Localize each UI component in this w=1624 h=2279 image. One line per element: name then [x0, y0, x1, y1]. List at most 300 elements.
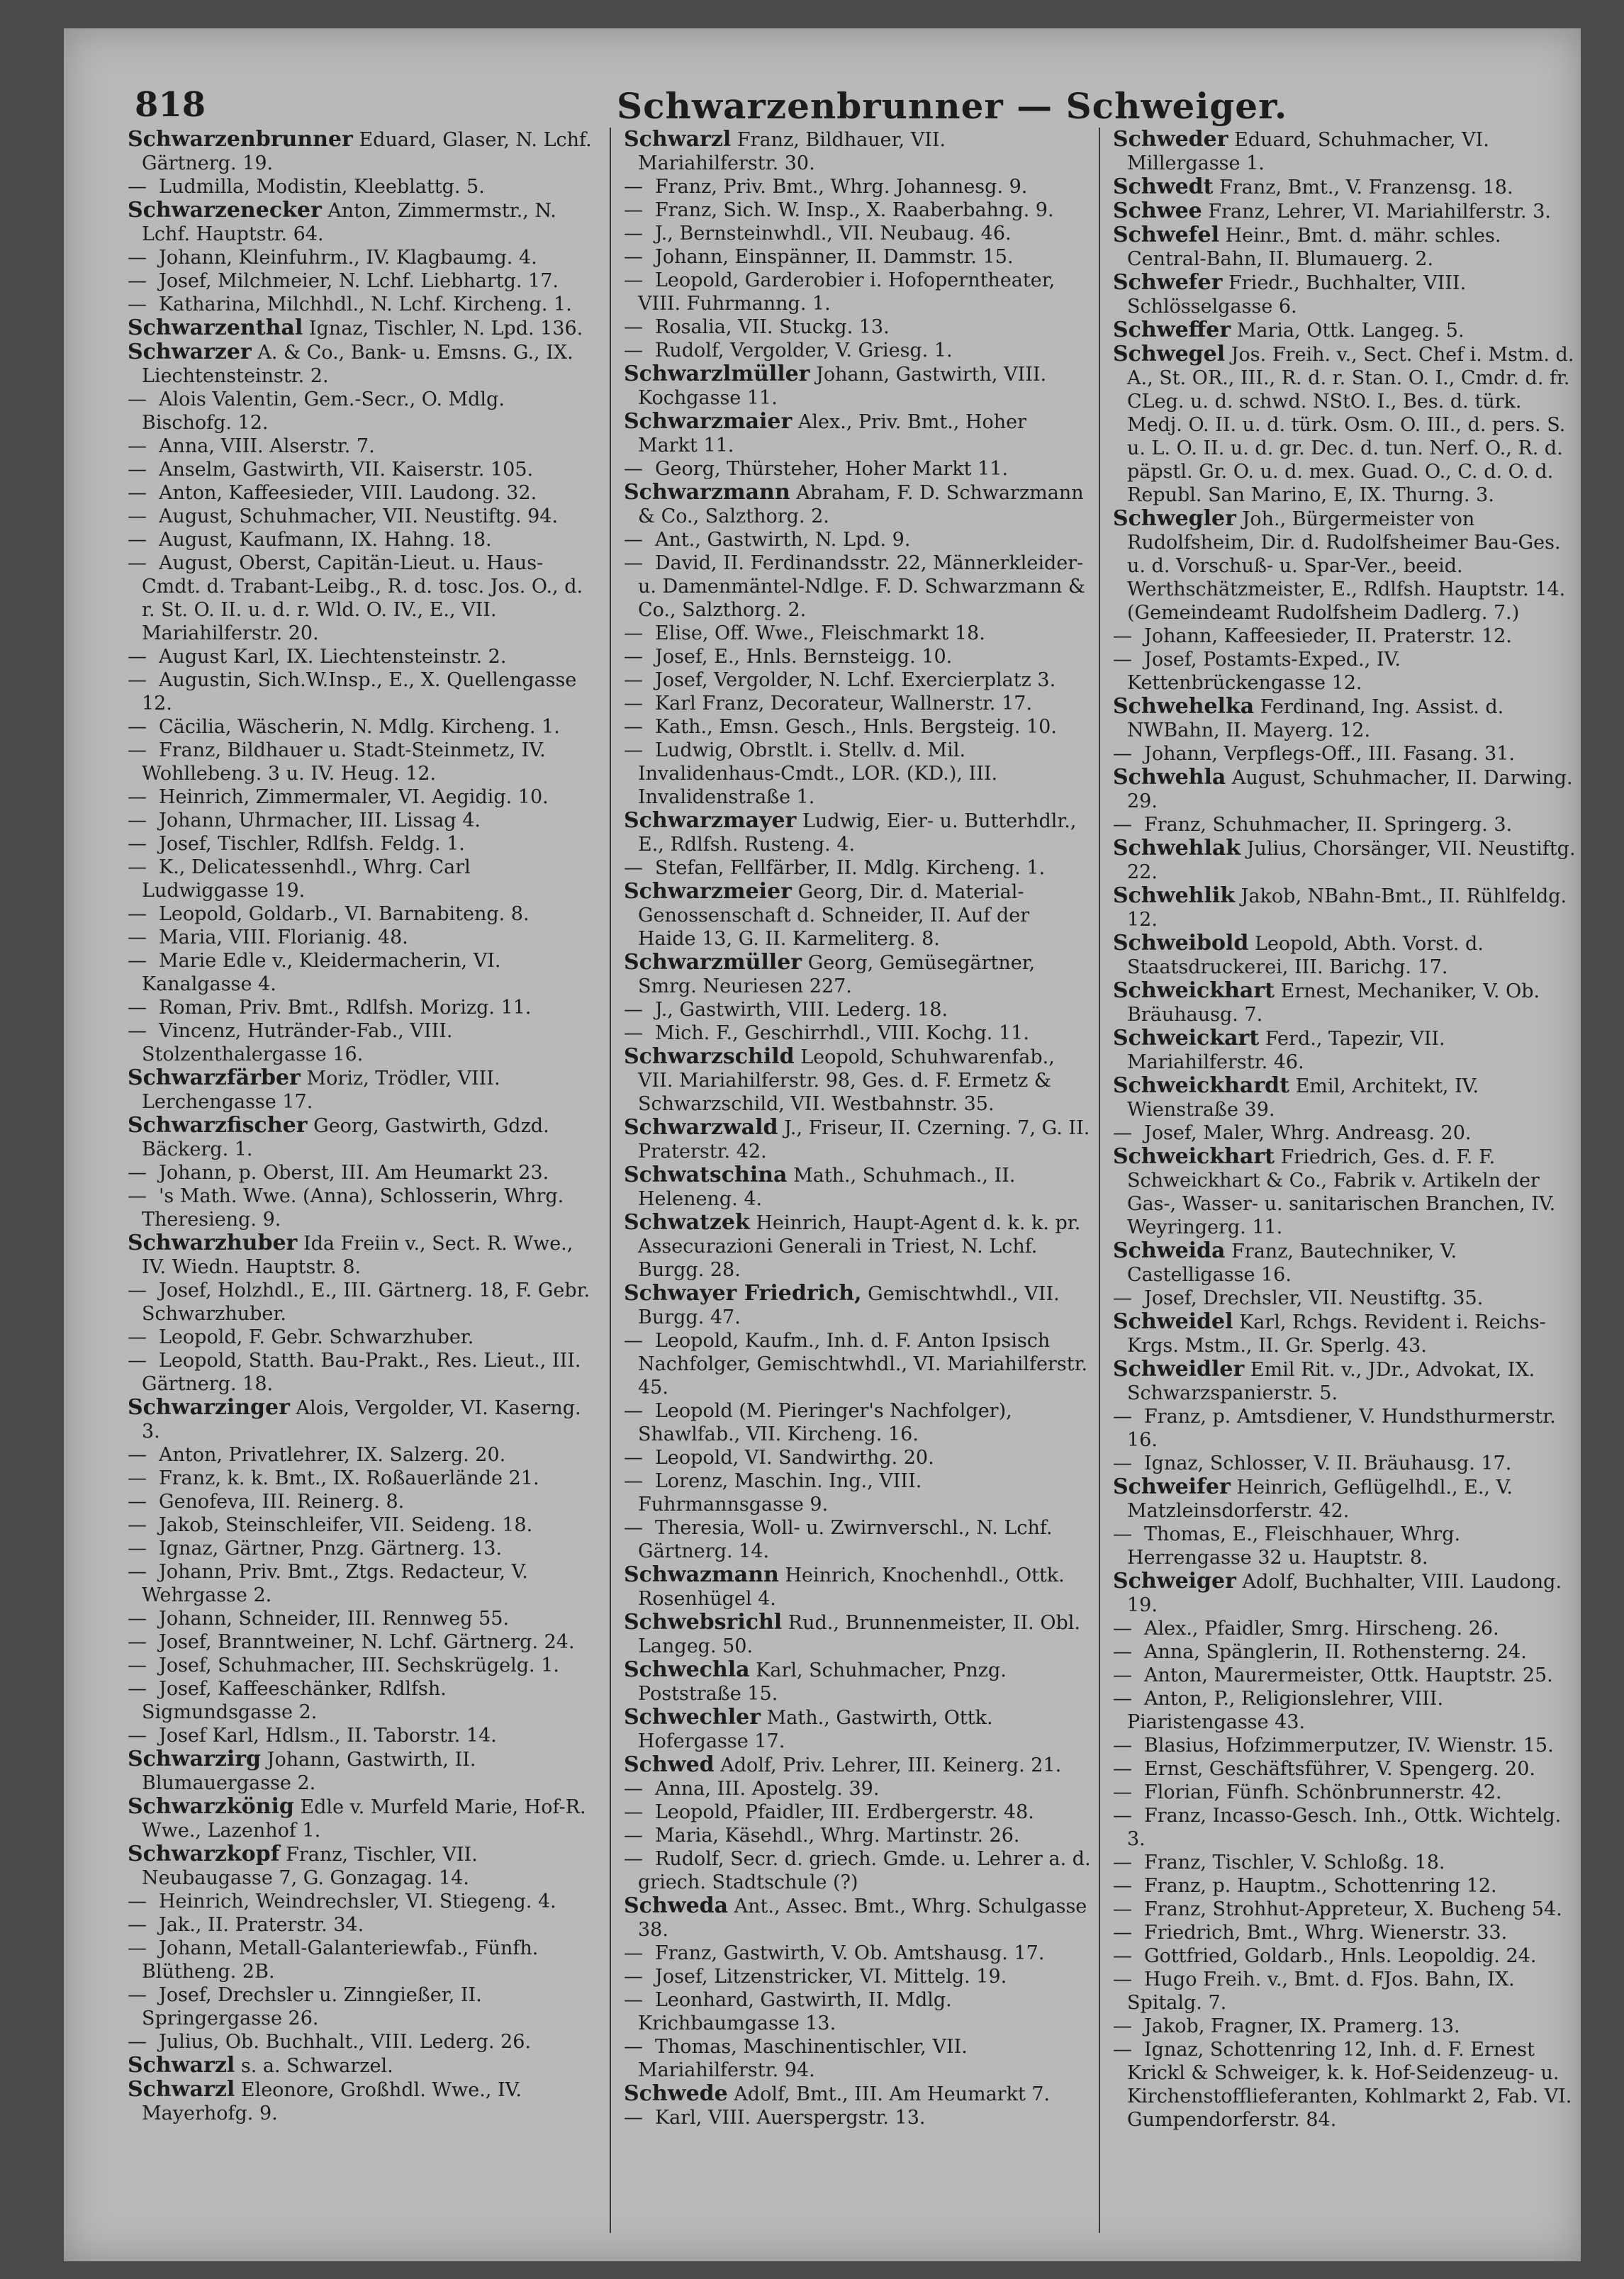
entry-surname: Schwarzmaier: [624, 409, 793, 434]
entry-surname: Schwarzkopf: [128, 1842, 280, 1866]
directory-entry: [624, 1045, 1092, 1116]
directory-entry: [1113, 1074, 1581, 1121]
directory-entry: [1113, 1640, 1581, 1664]
repeat-dash: —: [1113, 1406, 1132, 1428]
entry-details: Ant., Assec. Bmt., Whrg. Schulgasse 38.: [638, 1896, 1087, 1941]
repeat-dash: —: [624, 1400, 643, 1422]
directory-entry: [128, 949, 595, 996]
entry-details: Kath., Emsn. Gesch., Hnls. Bergsteig. 10.: [655, 716, 1057, 738]
entry-details: Ida Freiin v., Sect. R. Wwe., IV. Wiedn. Hauptstr. 8.: [142, 1233, 573, 1278]
entry-surname: Schweibold: [1113, 931, 1249, 956]
entry-details: Math., Gastwirth, Ottk. Hofergasse 17.: [638, 1707, 993, 1752]
entry-details: Johann, Gastwirth, VIII. Kochgasse 11.: [638, 364, 1047, 409]
repeat-dash: —: [128, 2031, 147, 2053]
entry-details: Franz, Priv. Bmt., Whrg. Johannesg. 9.: [655, 176, 1028, 198]
entry-details: August Karl, IX. Liechtensteinstr. 2.: [159, 646, 507, 668]
directory-entry: [128, 926, 595, 949]
entry-details: Leopold, Abth. Vorst. d. Staatsdruckerei, III. Barichg. 17.: [1127, 933, 1484, 978]
directory-entry: [1113, 648, 1581, 695]
entry-surname: Schwefer: [1113, 270, 1223, 295]
entry-details: Jakob, NBahn-Bmt., II. Rühlfeldg. 12.: [1127, 885, 1567, 931]
entry-details: Jos. Freih. v., Sect. Chef i. Mstm. d. A., St. OR., III., R. d. r. Stan. O. I., Cmdr. d. fr. CLeg. u. d. schwd. NStO. I., Bes. d. türk. Medj. O. II. u. d. türk. Osm. O. III., d. pers. S. u. L. O. II. u. d. gr. Dec. d. tun. Nerf. O., R. d. päpstl. Gr. O. u. d. mex. Guad. O., C. d. O. d. Republ. San Marino, E, IX. Thurng. 3.: [1127, 344, 1574, 506]
directory-entry: [1113, 813, 1581, 836]
entry-surname: Schwehelka: [1113, 694, 1255, 719]
entry-details: Josef, Schuhmacher, III. Sechskrügelg. 1.: [159, 1654, 559, 1676]
entry-details: Franz, Tischler, VII. Neubaugasse 7, G. Gonzagag. 14.: [142, 1844, 478, 1889]
entry-details: Josef, Litzenstricker, VI. Mittelg. 19.: [655, 1966, 1007, 1988]
repeat-dash: —: [128, 1538, 147, 1560]
entry-surname: Schweffer: [1113, 318, 1231, 342]
directory-entry: [1113, 1569, 1581, 1617]
entry-details: Rud., Brunnenmeister, II. Obl. Langeg. 50.: [638, 1612, 1080, 1657]
entry-details: Franz, Gastwirth, V. Ob. Amtshausg. 17.: [655, 1942, 1045, 1964]
entry-details: Florian, Fünfh. Schönbrunnerstr. 42.: [1144, 1781, 1502, 1803]
entry-surname: Schwarzmeier: [624, 879, 792, 904]
entry-details: Jakob, Steinschleifer, VII. Seideng. 18.: [159, 1514, 533, 1536]
repeat-dash: —: [128, 505, 147, 527]
entry-details: Ant., Gastwirth, N. Lpd. 9.: [655, 529, 911, 551]
entry-details: Leopold, Statth. Bau-Prakt., Res. Lieut., III. Gärtnerg. 18.: [142, 1350, 581, 1395]
entry-surname: Schwarzenthal: [128, 315, 303, 340]
directory-entry: [1113, 507, 1581, 625]
entry-surname: Schwee: [1113, 198, 1202, 223]
entry-details: Vincenz, Hutränder-Fab., VIII. Stolzenthalergasse 16.: [142, 1020, 453, 1065]
repeat-dash: —: [128, 810, 147, 831]
directory-entry: [1113, 1357, 1581, 1405]
entry-details: Franz, Bmt., V. Franzensg. 18.: [1219, 177, 1513, 198]
entry-surname: Schwazmann: [624, 1562, 779, 1587]
entry-details: Karl, VIII. Auerspergstr. 13.: [655, 2107, 926, 2129]
entry-details: Johann, Uhrmacher, III. Lissag 4.: [159, 810, 481, 831]
entry-surname: Schwarzenecker: [128, 198, 322, 223]
entry-details: Maria, Käsehdl., Whrg. Martinstr. 26.: [655, 1825, 1020, 1847]
directory-entry: [624, 856, 1092, 880]
repeat-dash: —: [128, 1631, 147, 1653]
repeat-dash: —: [128, 552, 147, 574]
directory-entry: [624, 362, 1092, 410]
repeat-dash: —: [128, 176, 147, 198]
entry-details: Anton, Maurermeister, Ottk. Hauptstr. 25.: [1144, 1664, 1553, 1686]
repeat-dash: —: [128, 669, 147, 691]
repeat-dash: —: [624, 269, 643, 291]
entry-surname: Schwed: [624, 1752, 715, 1777]
repeat-dash: —: [128, 1891, 147, 1913]
repeat-dash: —: [128, 482, 147, 504]
entry-surname: Schwarzfischer: [128, 1113, 308, 1138]
directory-entry: [624, 481, 1092, 528]
entry-surname: Schwatschina: [624, 1163, 788, 1187]
directory-entry: [128, 269, 595, 293]
repeat-dash: —: [624, 246, 643, 268]
directory-entry: [624, 1516, 1092, 1563]
entry-details: Alex., Priv. Bmt., Hoher Markt 11.: [638, 411, 1027, 457]
directory-entry: [128, 316, 595, 340]
entry-details: Johann, Verpflegs-Off., III. Fasang. 31.: [1144, 743, 1515, 765]
entry-details: Josef Karl, Hdlsm., II. Taborstr. 14.: [159, 1725, 497, 1747]
directory-entry: [624, 668, 1092, 692]
entry-surname: Schwechler: [624, 1705, 761, 1730]
repeat-dash: —: [128, 903, 147, 925]
repeat-dash: —: [1113, 1618, 1132, 1640]
entry-surname: Schwarzirg: [128, 1747, 262, 1771]
repeat-dash: —: [128, 1608, 147, 1630]
entry-surname: Schweickart: [1113, 1026, 1260, 1051]
directory-entry: [624, 528, 1092, 551]
directory-entry: [128, 1537, 595, 1560]
directory-entry: [1113, 318, 1581, 342]
directory-entry: [624, 339, 1092, 362]
directory-entry: [1113, 1287, 1581, 1310]
directory-entry: [624, 1894, 1092, 1942]
repeat-dash: —: [624, 1022, 643, 1044]
repeat-dash: —: [624, 176, 643, 198]
directory-entry: [624, 951, 1092, 998]
entry-details: Theresia, Woll- u. Zwirnverschl., N. Lchf. Gärtnerg. 14.: [638, 1517, 1053, 1562]
entry-details: Heinrich, Haupt-Agent d. k. k. pr. Assecurazioni Generali in Triest, N. Lchf. Burgg. 28.: [638, 1212, 1081, 1281]
entry-details: Leopold (M. Pieringer's Nachfolger), Shawlfab., VII. Kircheng. 16.: [638, 1400, 1012, 1445]
repeat-dash: —: [624, 2107, 643, 2129]
repeat-dash: —: [128, 1444, 147, 1466]
repeat-dash: —: [128, 926, 147, 948]
directory-page: [64, 28, 1581, 2261]
entry-details: Alex., Pfaidler, Smrg. Hirscheng. 26.: [1144, 1618, 1499, 1640]
directory-entry: [1113, 1851, 1581, 1874]
directory-entry: [624, 245, 1092, 269]
entry-details: Josef, Drechsler u. Zinngießer, II. Springergasse 26.: [142, 1984, 482, 2029]
entry-details: Jak., II. Praterstr. 34.: [159, 1914, 364, 1936]
repeat-dash: —: [128, 833, 147, 855]
directory-entry: [624, 1706, 1092, 1753]
entry-surname: Schwehlik: [1113, 883, 1236, 908]
entry-details: Karl, Schuhmacher, Pnzg. Poststraße 15.: [638, 1659, 1007, 1705]
directory-entry: [624, 998, 1092, 1021]
entry-details: Rudolf, Vergolder, V. Griesg. 1.: [655, 340, 953, 362]
directory-entry: [1113, 128, 1581, 175]
entry-surname: Schweickhart: [1113, 978, 1275, 1003]
directory-entry: [128, 528, 595, 551]
entry-surname: Schwayer Friedrich,: [624, 1281, 862, 1306]
directory-entry: [624, 1211, 1092, 1282]
directory-entry: [128, 1396, 595, 1443]
entry-details: Franz, Lehrer, VI. Mariahilferstr. 3.: [1208, 201, 1551, 223]
entry-details: Anselm, Gastwirth, VII. Kaiserstr. 105.: [159, 459, 534, 481]
entry-details: Leopold, Goldarb., VI. Barnabiteng. 8.: [159, 903, 530, 925]
repeat-dash: —: [624, 1825, 643, 1847]
entry-details: J., Bernsteinwhdl., VII. Neubaug. 46.: [655, 223, 1012, 245]
entry-details: Eduard, Glaser, N. Lchf. Gärtnerg. 19.: [142, 129, 592, 174]
entry-details: Rosalia, VII. Stuckg. 13.: [655, 316, 890, 338]
directory-entry: [1113, 1475, 1581, 1523]
entry-surname: Schwarzfärber: [128, 1065, 301, 1090]
directory-entry: [128, 1467, 595, 1490]
repeat-dash: —: [624, 316, 643, 338]
repeat-dash: —: [1113, 2039, 1132, 2061]
repeat-dash: —: [1113, 1641, 1132, 1663]
directory-entry: [624, 1847, 1092, 1894]
column-2: [624, 128, 1092, 2254]
entry-details: Adolf, Bmt., III. Am Heumarkt 7.: [734, 2083, 1051, 2105]
entry-details: Abraham, F. D. Schwarzmann & Co., Salzthorg. 2.: [638, 482, 1084, 527]
entry-details: Johann, p. Oberst, III. Am Heumarkt 23.: [159, 1162, 549, 1184]
directory-entry: [1113, 1921, 1581, 1944]
directory-entry: [128, 739, 595, 785]
entry-details: Roman, Priv. Bmt., Rdlfsh. Morizg. 11.: [159, 997, 532, 1019]
entry-details: Adolf, Buchhalter, VIII. Laudong. 19.: [1127, 1571, 1562, 1616]
column-divider: [1099, 128, 1100, 2233]
entry-details: Franz, Sich. W. Insp., X. Raaberbahng. 9.: [655, 199, 1054, 221]
directory-entry: [128, 832, 595, 856]
directory-entry: [624, 2106, 1092, 2129]
directory-entry: [1113, 1523, 1581, 1569]
directory-entry: [128, 1231, 595, 1279]
entry-details: Karl Franz, Decorateur, Wallnerstr. 17.: [655, 693, 1033, 715]
directory-entry: [1113, 1968, 1581, 2015]
repeat-dash: —: [128, 1020, 147, 1042]
entry-surname: Schweida: [1113, 1238, 1226, 1263]
entry-details: Franz, Bautechniker, V. Castelligasse 16.: [1127, 1241, 1457, 1286]
entry-surname: Schwarzmayer: [624, 808, 797, 833]
entry-details: Josef, E., Hnls. Bernsteigg. 10.: [655, 646, 953, 668]
repeat-dash: —: [128, 1654, 147, 1676]
repeat-dash: —: [128, 435, 147, 457]
entry-details: Eleonore, Großhdl. Wwe., IV. Mayerhofg. 9.: [142, 2079, 522, 2124]
entry-details: August, Oberst, Capitän-Lieut. u. Haus-Cmdt. d. Trabant-Leibg., R. d. tosc. Jos. O., d. r. St. O. II. u. d. r. Wld. O. IV., E., VII. Mariahilferstr. 20.: [142, 552, 583, 644]
directory-entry: [1113, 1145, 1581, 1239]
repeat-dash: —: [1113, 1688, 1132, 1710]
directory-entry: [1113, 1944, 1581, 1968]
entry-details: Josef, Kaffeeschänker, Rdlfsh. Sigmundsgasse 2.: [142, 1678, 447, 1723]
entry-details: Mich. F., Geschirrhdl., VIII. Kochg. 11.: [655, 1022, 1029, 1044]
directory-entry: [128, 1937, 595, 1983]
entry-surname: Schwebsrichl: [624, 1610, 783, 1635]
entry-details: Thomas, E., Fleischhauer, Whrg. Herrengasse 32 u. Hauptstr. 8.: [1127, 1523, 1461, 1569]
entry-details: Leopold, VI. Sandwirthg. 20.: [655, 1447, 934, 1469]
entry-details: Gemischtwhdl., VII. Burgg. 47.: [638, 1283, 1060, 1328]
directory-entry: [624, 645, 1092, 668]
directory-entry: [624, 1399, 1092, 1446]
repeat-dash: —: [128, 247, 147, 269]
directory-entry: [624, 1282, 1092, 1329]
directory-entry: [128, 293, 595, 316]
directory-entry: [128, 1654, 595, 1677]
repeat-dash: —: [624, 1801, 643, 1823]
entry-surname: Schweiger: [1113, 1569, 1236, 1594]
entry-details: Genofeva, III. Reinerg. 8.: [159, 1491, 405, 1513]
entry-details: Franz, Incasso-Gesch. Inh., Ottk. Wichtelg. 3.: [1127, 1805, 1562, 1850]
directory-entry: [128, 1513, 595, 1537]
directory-entry: [624, 1163, 1092, 1211]
entry-surname: Schweidler: [1113, 1357, 1245, 1382]
directory-entry: [1113, 1804, 1581, 1851]
repeat-dash: —: [624, 1989, 643, 2011]
entry-surname: Schwechla: [624, 1657, 750, 1682]
directory-entry: [128, 2078, 595, 2125]
repeat-dash: —: [128, 1280, 147, 1301]
entry-details: Georg, Thürsteher, Hoher Markt 11.: [655, 458, 1009, 480]
repeat-dash: —: [1113, 1758, 1132, 1780]
directory-entry: [1113, 271, 1581, 318]
repeat-dash: —: [624, 1470, 643, 1492]
repeat-dash: —: [128, 1937, 147, 1959]
directory-entry: [1113, 1121, 1581, 1145]
entry-details: Emil, Architekt, IV. Wienstraße 39.: [1127, 1075, 1479, 1121]
entry-details: Julius, Chorsänger, VII. Neustiftg. 22.: [1127, 838, 1576, 883]
repeat-dash: —: [624, 529, 643, 551]
entry-details: Katharina, Milchhdl., N. Lchf. Kircheng. 1.: [159, 293, 572, 315]
directory-entry: [128, 2054, 595, 2078]
directory-entry: [1113, 175, 1581, 199]
entry-details: Karl, Rchgs. Revident i. Reichs-Krgs. Mstm., II. Gr. Sperlg. 43.: [1127, 1311, 1546, 1357]
entry-details: Leopold, Schuhwarenfab., VII. Mariahilferstr. 98, Ges. d. F. Ermetz & Schwarzschild, VII. Westbahnstr. 35.: [638, 1046, 1055, 1115]
directory-entry: [128, 1185, 595, 1231]
repeat-dash: —: [128, 1162, 147, 1184]
entry-surname: Schwarzlmüller: [624, 362, 810, 386]
repeat-dash: —: [624, 223, 643, 245]
directory-entry: [1113, 1310, 1581, 1357]
directory-entry: [624, 198, 1092, 222]
repeat-dash: —: [1113, 743, 1132, 765]
entry-details: Joh., Bürgermeister von Rudolfsheim, Dir. d. Rudolfsheimer Bau-Ges. u. d. Vorschuß- u. Spar-Ver., beeid. Werthschätzmeister, E., Rdlfsh. Hauptstr. 14. (Gemeindeamt Rudolfsheim Dadlerg. 7.): [1127, 508, 1566, 624]
entry-details: Johann, Priv. Bmt., Ztgs. Redacteur, V. Wehrgasse 2.: [142, 1561, 528, 1606]
entry-surname: Schwarzmann: [624, 480, 790, 505]
repeat-dash: —: [1113, 1781, 1132, 1803]
repeat-dash: —: [624, 1778, 643, 1800]
entry-surname: Schwarzschild: [624, 1044, 795, 1069]
entry-details: Franz, Strohhut-Appreteur, X. Bucheng 54.: [1144, 1898, 1562, 1920]
entry-details: Anna, VIII. Alserstr. 7.: [159, 435, 375, 457]
entry-surname: Schweickhardt: [1113, 1073, 1289, 1098]
directory-entry: [128, 1114, 595, 1161]
directory-entry: [624, 1801, 1092, 1824]
directory-entry: [624, 1753, 1092, 1777]
entry-surname: Schwarzl: [128, 2077, 235, 2102]
repeat-dash: —: [624, 693, 643, 715]
directory-entry: [624, 1988, 1092, 2035]
entry-details: Anton, Privatlehrer, IX. Salzerg. 20.: [159, 1444, 506, 1466]
directory-entry: [128, 246, 595, 269]
directory-entry: [128, 435, 595, 458]
entry-details: Johann, Schneider, III. Rennweg 55.: [159, 1608, 510, 1630]
directory-entry: [624, 1942, 1092, 1965]
entry-surname: Schweickhart: [1113, 1144, 1275, 1169]
entry-details: Ignaz, Gärtner, Pnzg. Gärtnerg. 13.: [159, 1538, 503, 1560]
entry-details: Ignaz, Schottenring 12, Inh. d. F. Ernest Krickl & Schweiger, k. k. Hof-Seidenzeug- u. Kirchenstofflieferanten, Kohlmarkt 2, Fab. VI. Gumpendorferstr. 84.: [1127, 2039, 1572, 2131]
entry-details: Rudolf, Secr. d. griech. Gmde. u. Lehrer a. d. griech. Stadtschule (?): [638, 1848, 1091, 1893]
entry-details: Augustin, Sich.W.Insp., E., X. Quellengasse 12.: [142, 669, 577, 715]
repeat-dash: —: [624, 2036, 643, 2058]
directory-entry: [128, 1443, 595, 1467]
entry-details: Marie Edle v., Kleidermacherin, VI. Kanalgasse 4.: [142, 950, 501, 995]
directory-entry: [1113, 625, 1581, 648]
repeat-dash: —: [1113, 1945, 1132, 1967]
entry-details: David, II. Ferdinandsstr. 22, Männerkleider- u. Damenmäntel-Ndlge. F. D. Schwarzmann & Co., Salzthorg. 2.: [638, 552, 1085, 621]
directory-entry: [624, 692, 1092, 715]
directory-entry: [624, 880, 1092, 951]
repeat-dash: —: [1113, 1969, 1132, 1990]
repeat-dash: —: [1113, 1898, 1132, 1920]
entry-details: Franz, Tischler, V. Schloßg. 18.: [1144, 1852, 1445, 1874]
directory-entry: [128, 1795, 595, 1842]
page-number: 818: [135, 85, 206, 125]
entry-details: Josef, Maler, Whrg. Andreasg. 20.: [1144, 1122, 1472, 1144]
directory-entry: [128, 1677, 595, 1724]
entry-details: Heinr., Bmt. d. mähr. schles. Central-Bahn, II. Blumauerg. 2.: [1127, 225, 1501, 270]
entry-details: Stefan, Fellfärber, II. Mdlg. Kircheng. 1.: [655, 857, 1046, 879]
repeat-dash: —: [128, 529, 147, 551]
entry-details: Blasius, Hofzimmerputzer, IV. Wienstr. 15.: [1144, 1735, 1554, 1757]
directory-entry: [624, 175, 1092, 198]
directory-entry: [624, 269, 1092, 315]
directory-entry: [128, 551, 595, 645]
entry-details: A. & Co., Bank- u. Emsns. G., IX. Liechtensteinstr. 2.: [142, 342, 573, 387]
directory-entry: [128, 1842, 595, 1890]
directory-columns: [128, 128, 1576, 2254]
entry-details: Anton, Zimmermstr., N. Lchf. Hauptstr. 64.: [142, 200, 556, 245]
entry-details: Josef, Vergolder, N. Lchf. Exercierplatz 3.: [655, 669, 1056, 691]
entry-details: Maria, VIII. Florianig. 48.: [159, 926, 408, 948]
directory-entry: [128, 809, 595, 832]
entry-details: Anton, P., Religionslehrer, VIII. Piaristengasse 43.: [1127, 1688, 1444, 1733]
running-head: Schwarzenbrunner — Schweiger.: [617, 85, 1288, 127]
directory-entry: [624, 622, 1092, 645]
directory-entry: [624, 809, 1092, 856]
entry-details: Josef, Tischler, Rdlfsh. Feldg. 1.: [159, 833, 465, 855]
directory-entry: [128, 1066, 595, 1114]
directory-entry: [624, 315, 1092, 339]
directory-entry: [128, 1630, 595, 1654]
entry-details: Alois, Vergolder, VI. Kaserng. 3.: [142, 1397, 581, 1443]
directory-entry: [1113, 1757, 1581, 1781]
column-divider: [610, 128, 611, 2233]
directory-entry: [624, 715, 1092, 739]
entry-details: Ignaz, Schlosser, V. II. Bräuhausg. 17.: [1144, 1452, 1512, 1474]
entry-surname: Schweda: [624, 1893, 729, 1918]
repeat-dash: —: [624, 340, 643, 362]
entry-details: 's Math. Wwe. (Anna), Schlosserin, Whrg. Theresieng. 9.: [142, 1185, 564, 1231]
directory-entry: [128, 645, 595, 668]
entry-details: Ernest, Mechaniker, V. Ob. Bräuhausg. 7.: [1127, 980, 1540, 1026]
repeat-dash: —: [624, 646, 643, 668]
directory-entry: [624, 1563, 1092, 1611]
repeat-dash: —: [624, 669, 643, 691]
entry-details: August, Schuhmacher, VII. Neustiftg. 94.: [159, 505, 559, 527]
entry-details: Josef, Milchmeier, N. Lchf. Liebhartg. 17.: [159, 270, 559, 292]
entry-surname: Schwarzinger: [128, 1395, 290, 1420]
directory-entry: [624, 1965, 1092, 1988]
directory-entry: [624, 1469, 1092, 1516]
repeat-dash: —: [1113, 1664, 1132, 1686]
repeat-dash: —: [1113, 649, 1132, 671]
repeat-dash: —: [128, 739, 147, 761]
repeat-dash: —: [128, 270, 147, 292]
repeat-dash: —: [128, 646, 147, 668]
entry-details: Franz, Bildhauer, VII. Mariahilferstr. 30.: [638, 129, 946, 174]
entry-details: Edle v. Murfeld Marie, Hof-R. Wwe., Lazenhof 1.: [142, 1796, 586, 1842]
directory-entry: [128, 458, 595, 481]
directory-entry: [624, 410, 1092, 457]
repeat-dash: —: [128, 1491, 147, 1513]
column-1: [128, 128, 595, 2254]
entry-details: J., Friseur, II. Czerning. 7, G. II. Praterstr. 42.: [638, 1117, 1090, 1163]
entry-surname: Schwarzl: [128, 2053, 235, 2078]
entry-details: Friedr., Buchhalter, VIII. Schlösselgasse 6.: [1127, 272, 1467, 318]
directory-entry: [624, 1116, 1092, 1163]
directory-entry: [624, 128, 1092, 175]
repeat-dash: —: [624, 999, 643, 1021]
repeat-dash: —: [128, 786, 147, 808]
entry-details: Leopold, Kaufm., Inh. d. F. Anton Ipsisch Nachfolger, Gemischtwhdl., VI. Mariahilferstr. 45.: [638, 1330, 1088, 1399]
directory-entry: [128, 198, 595, 246]
